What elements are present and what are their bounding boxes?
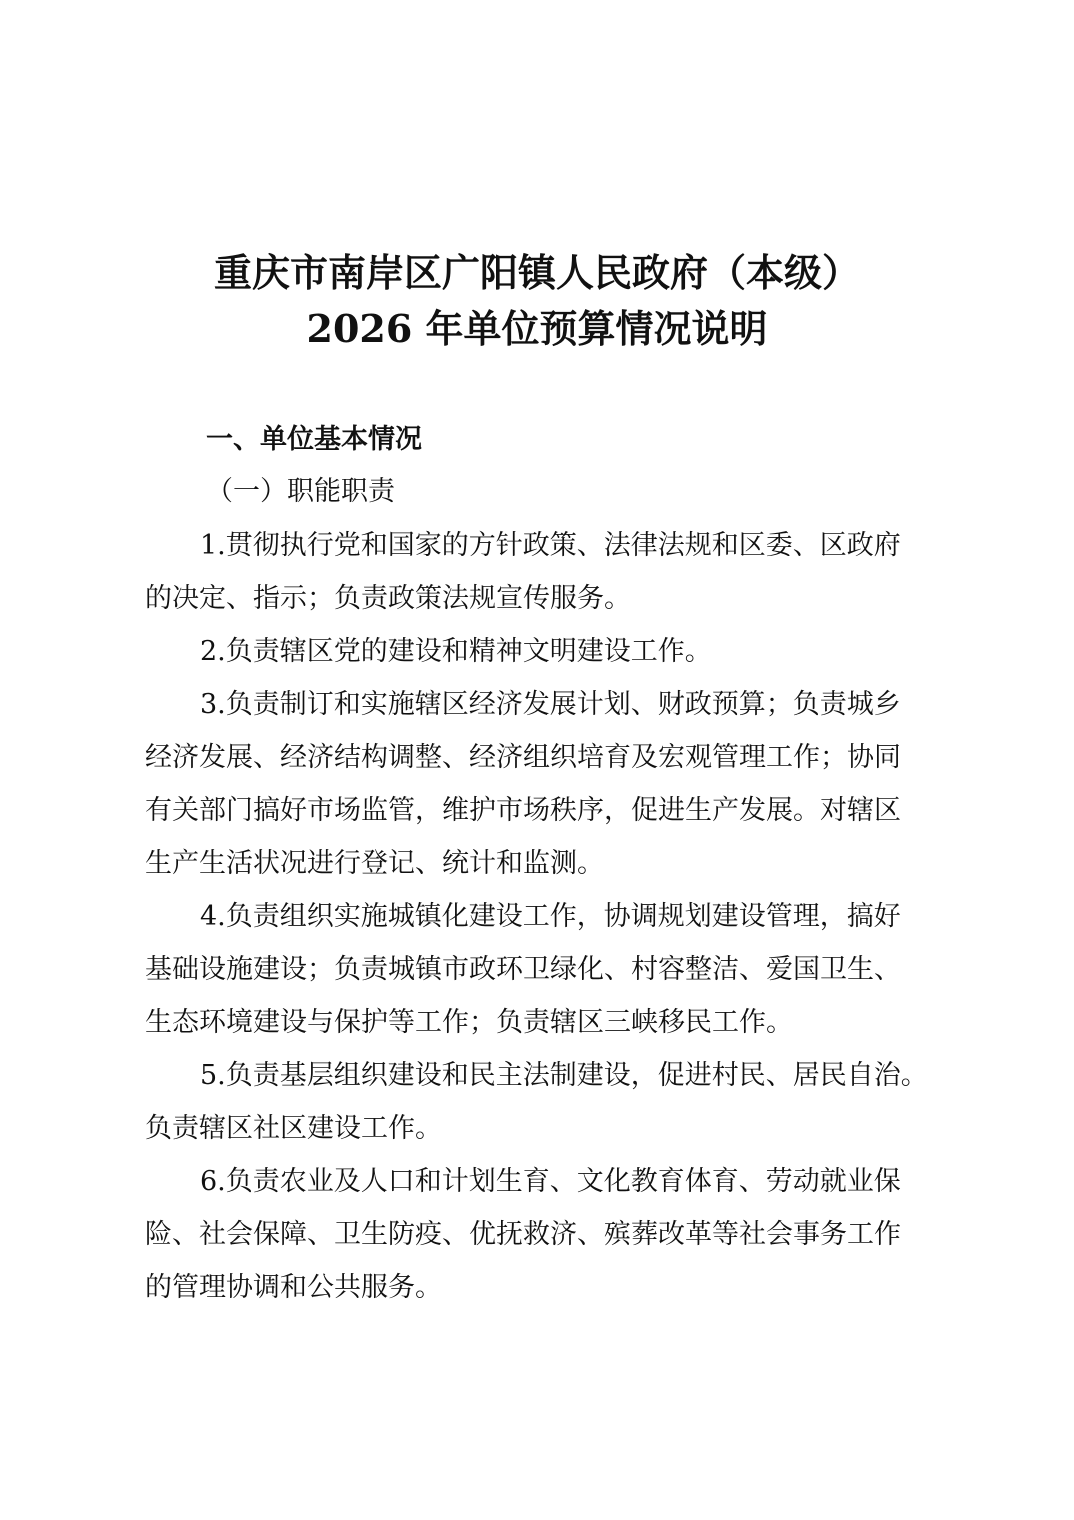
paragraph-4-line-3: 生态环境建设与保护等工作；负责辖区三峡移民工作。 [145,1007,793,1038]
section-heading: 一、单位基本情况 [206,424,422,455]
paragraph-2-line-1: 2.负责辖区党的建设和精神文明建设工作。 [200,636,712,667]
paragraph-5-line-2: 负责辖区社区建设工作。 [145,1113,442,1144]
paragraph-6-line-2: 险、社会保障、卫生防疫、优抚救济、殡葬改革等社会事务工作 [145,1219,901,1250]
document-title-line-1: 重庆市南岸区广阳镇人民政府（本级） [213,250,860,295]
paragraph-3-line-3: 有关部门搞好市场监管，维护市场秩序，促进生产发展。对辖区 [145,795,901,826]
paragraph-3-line-1: 3.负责制订和实施辖区经济发展计划、财政预算；负责城乡 [200,689,901,720]
paragraph-1-line-2: 的决定、指示；负责政策法规宣传服务。 [145,583,631,614]
paragraph-6-line-1: 6.负责农业及人口和计划生育、文化教育体育、劳动就业保 [200,1166,901,1197]
paragraph-3-line-2: 经济发展、经济结构调整、经济组织培育及宏观管理工作；协同 [145,742,901,773]
document-title-line-2: 2026 年单位预算情况说明 [306,306,768,351]
paragraph-1-line-1: 1.贯彻执行党和国家的方针政策、法律法规和区委、区政府 [200,530,901,561]
paragraph-3-line-4: 生产生活状况进行登记、统计和监测。 [145,848,604,879]
paragraph-4-line-1: 4.负责组织实施城镇化建设工作，协调规划建设管理，搞好 [200,901,901,932]
subsection-heading: （一）职能职责 [206,476,395,507]
paragraph-5-line-1: 5.负责基层组织建设和民主法制建设，促进村民、居民自治。 [200,1060,928,1091]
paragraph-6-line-3: 的管理协调和公共服务。 [145,1272,442,1303]
paragraph-4-line-2: 基础设施建设；负责城镇市政环卫绿化、村容整洁、爱国卫生、 [145,954,901,985]
